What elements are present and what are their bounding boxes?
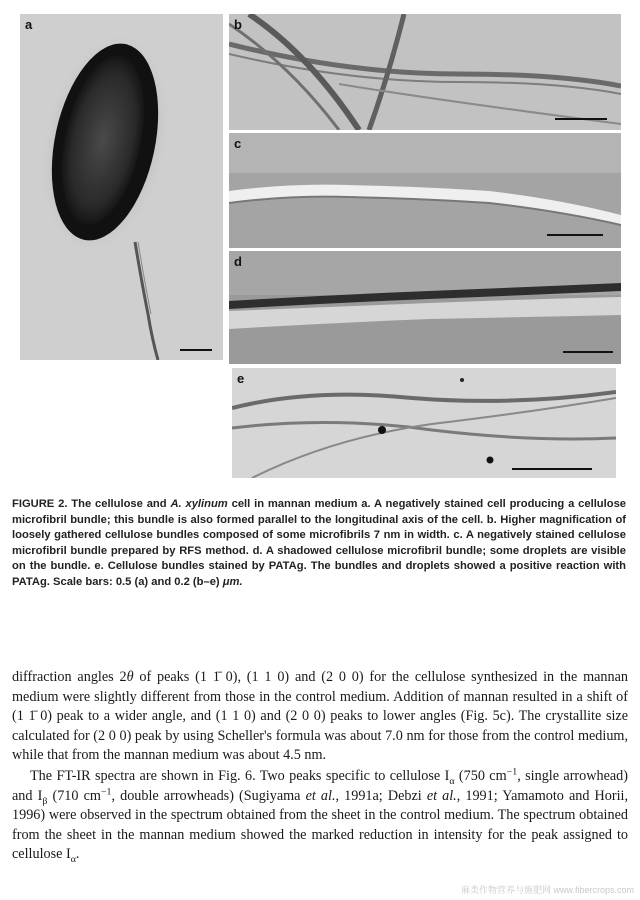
text-run: diffraction angles 2 bbox=[12, 669, 127, 685]
caption-lead: FIGURE 2. bbox=[12, 498, 68, 510]
text-run: , 1991a; Debzi bbox=[335, 787, 422, 804]
text-run: The FT-IR spectra are shown in Fig. 6. Two peaks specific to cellulose I bbox=[30, 768, 450, 784]
text-run: α bbox=[449, 775, 455, 787]
caption-text: cell in mannan medium a. A negatively stained cell producing a cellulose microfibril bundle; this bundle is also formed parallel to the longitudinal axis of the cell. b. Higher magnification of loosely gathered cellulose bundles composed of some microfibrils 7 nm in width. c. A negatively stained cellulose microfibril bundle prepared by RFS method. d. A shadowed cellulose microfibril bundle; some droplets are visible on the bundle. e. Cellulose bundles stained by PATAg. The bundles and droplets showed a positive reaction with PATAg. Scale bars: 0.5 (a) and 0.2 (b–e) bbox=[12, 498, 627, 588]
text-run: . bbox=[75, 846, 80, 862]
micrograph-panel-e bbox=[232, 368, 616, 478]
micrograph-panel-a bbox=[20, 14, 223, 360]
panel-label: d bbox=[234, 254, 242, 269]
text-run: of peaks (1 1̄ 0), (1 1 0) and (2 0 0) for the cellulose synthesized in the mannan medium were slightly different from those in the control medium. Addition of mannan resulted in a shift of (1 1̄ 0) peak to a wider angle, and (1 1 0) and (2 0 0) peaks to lower angles (Fig. 5c). The crystallite size calculated for (2 0 0) peak by using Scheller's formula was about 7.0 nm for those from the control medium, while that from the mannan medium was about 4.5 nm. bbox=[12, 669, 628, 763]
text-run: et al. bbox=[426, 787, 457, 804]
micrograph-panel-b bbox=[229, 14, 621, 130]
text-run: (710 cm bbox=[52, 787, 101, 804]
text-run: , 1991; Yamamoto and Horii, 1996) were observed in the spectrum obtained from the sheet in the control medium. The spectrum obtained from the sheet in the mannan medium showed the marked reduction in intensity for the peak assigned to cellulose I bbox=[12, 787, 629, 862]
panel-label: a bbox=[25, 17, 33, 32]
text-run: α bbox=[70, 853, 76, 865]
panel-label: b bbox=[234, 17, 242, 32]
watermark: 麻类作物营养与施肥网 www.fibercrops.com bbox=[460, 885, 634, 895]
scale-bar bbox=[555, 118, 607, 120]
body-paragraph bbox=[12, 668, 628, 766]
caption-species: A. xylinum bbox=[170, 498, 228, 510]
caption-text: The cellulose and bbox=[71, 498, 167, 510]
text-run: , double arrowheads) (Sugiyama bbox=[111, 787, 301, 804]
scale-bar bbox=[512, 468, 592, 470]
panel-label: e bbox=[237, 371, 245, 386]
text-run: β bbox=[42, 795, 48, 807]
scale-bar bbox=[180, 349, 212, 351]
scale-bar bbox=[547, 234, 603, 236]
text-run: (750 cm bbox=[458, 768, 507, 784]
text-run: −1 bbox=[506, 766, 518, 778]
micrograph-panel-c bbox=[229, 133, 621, 248]
caption-unit: μm. bbox=[222, 575, 243, 588]
text-run: et al. bbox=[305, 787, 336, 804]
scale-bar bbox=[563, 351, 613, 353]
text-run: −1 bbox=[100, 785, 112, 797]
text-run: , single arrowhead) and I bbox=[12, 768, 629, 804]
panel-label: c bbox=[234, 136, 242, 151]
micrograph-panel-d bbox=[229, 251, 621, 364]
body-paragraph bbox=[12, 767, 628, 865]
figure-caption bbox=[12, 497, 626, 590]
text-run: θ bbox=[126, 669, 134, 685]
